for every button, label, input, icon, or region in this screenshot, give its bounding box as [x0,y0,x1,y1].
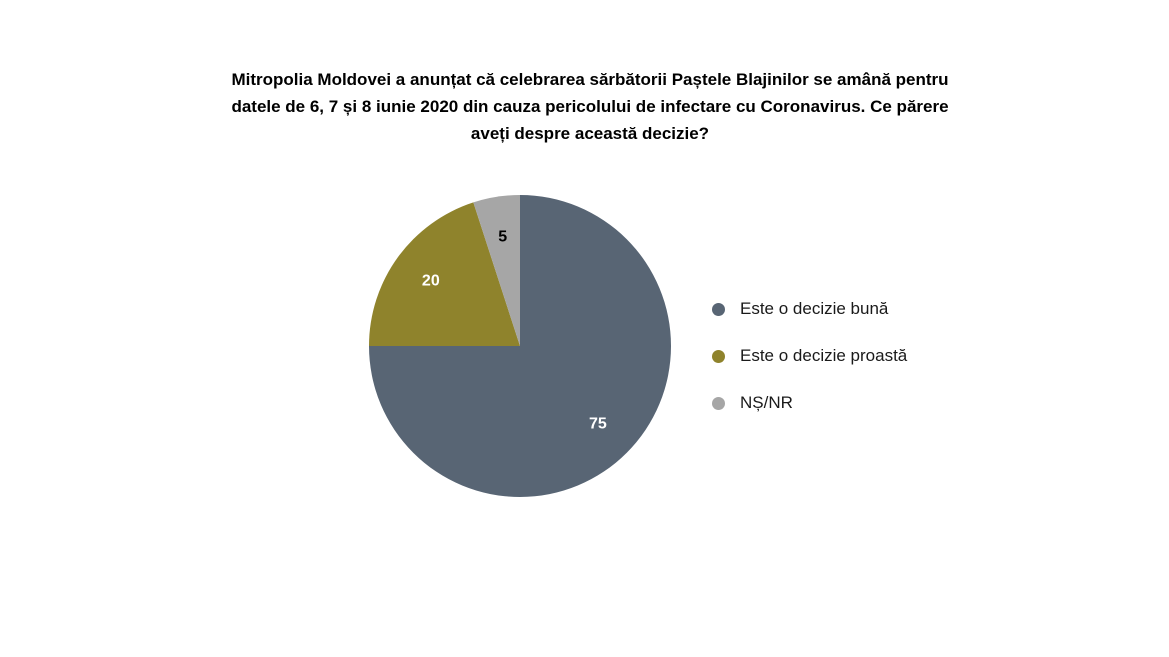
legend [712,297,907,438]
legend-label-proasta: Este o decizie proastă [740,346,908,365]
legend-label-ns-nr: NȘ/NR [740,393,793,412]
chart-title-line-2: datele de 6, 7 și 8 iunie 2020 din cauza pericolului de infectare cu Coronavirus. Ce părere [231,97,949,116]
legend-label-buna: Este o decizie bună [740,299,889,318]
chart-title-line-1: Mitropolia Moldovei a anunțat că celebrarea sărbătorii Paștele Blajinilor se amână pentru [231,70,949,89]
legend-item-buna [712,297,907,321]
legend-swatch-ns-nr [712,397,725,410]
pie-label-ns-nr: 5 [498,228,508,246]
chart-title-line-3: aveți despre această decizie? [470,124,710,143]
pie-slices [369,195,671,497]
legend-swatch-buna [712,303,725,316]
pie-label-buna: 75 [589,415,607,433]
legend-item-proasta [712,344,907,368]
legend-swatch-proasta [712,350,725,363]
pie-label-proasta: 20 [421,272,440,290]
legend-item-ns-nr [712,391,907,415]
